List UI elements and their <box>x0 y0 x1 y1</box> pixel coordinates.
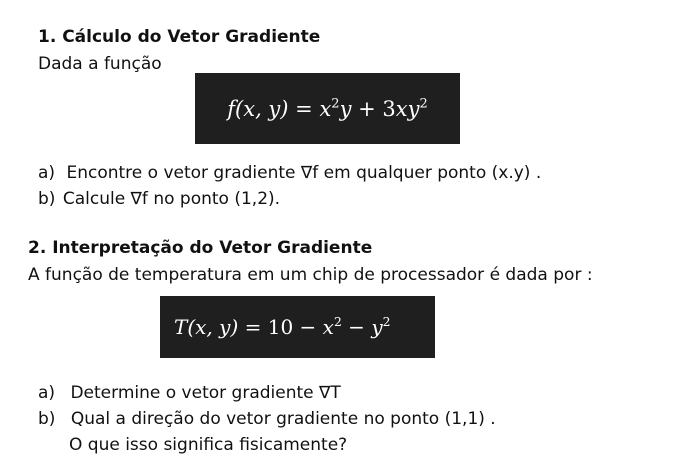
formula-f-term2-exp: 2 <box>419 96 428 112</box>
formula-f <box>227 97 428 121</box>
section-1-intro: Dada a função <box>38 54 162 74</box>
section-1-item-b <box>38 189 280 209</box>
formula-f-box <box>195 73 460 144</box>
section-2-item-a <box>38 383 341 403</box>
formula-f-term1-y: y <box>339 96 352 121</box>
section-2-item-b <box>38 409 496 429</box>
section-1-item-a <box>38 163 541 183</box>
section-2-heading: 2. Interpretação do Vetor Gradiente <box>28 238 373 258</box>
section-1-item-b-marker: b) <box>38 189 56 209</box>
formula-t-args: (x, y) <box>187 315 239 339</box>
formula-t-term1-exp: 2 <box>333 313 342 329</box>
section-1-item-a-marker: a) <box>38 163 56 183</box>
section-2-intro: A função de temperatura em um chip de processador é dada por : <box>28 265 593 285</box>
section-2-item-b-text: Qual a direção do vetor gradiente no ponto (1,1) . <box>70 409 496 429</box>
section-2-item-b-marker: b) <box>38 409 56 429</box>
formula-t-eq: = 10 − <box>238 315 323 339</box>
formula-t-fn: T <box>174 315 188 339</box>
section-2-item-b-continuation: O que isso significa fisicamente? <box>69 435 348 455</box>
section-1-item-a-text: Encontre o vetor gradiente ∇f em qualquer ponto (x.y) . <box>66 163 542 183</box>
formula-t-minus: − <box>341 315 372 339</box>
formula-t-term2-base: y <box>371 315 383 339</box>
formula-t <box>174 315 391 339</box>
formula-f-plus: + 3 <box>351 96 396 121</box>
section-2-item-a-text: Determine o vetor gradiente ∇T <box>70 383 341 403</box>
formula-f-term1-exp: 2 <box>331 96 340 112</box>
formula-f-fn: f <box>227 96 236 121</box>
formula-t-term2-exp: 2 <box>382 313 391 329</box>
formula-f-term2-base: xy <box>395 96 420 121</box>
section-2-item-a-marker: a) <box>38 383 56 403</box>
formula-t-term1-base: x <box>322 315 334 339</box>
formula-t-box <box>160 296 435 358</box>
formula-f-eq: = <box>288 96 320 121</box>
formula-f-term1-base: x <box>319 96 332 121</box>
formula-f-args: (x, y) <box>235 96 289 121</box>
section-1-heading: 1. Cálculo do Vetor Gradiente <box>38 27 321 47</box>
section-1-item-b-text: Calcule ∇f no ponto (1,2). <box>62 189 281 209</box>
